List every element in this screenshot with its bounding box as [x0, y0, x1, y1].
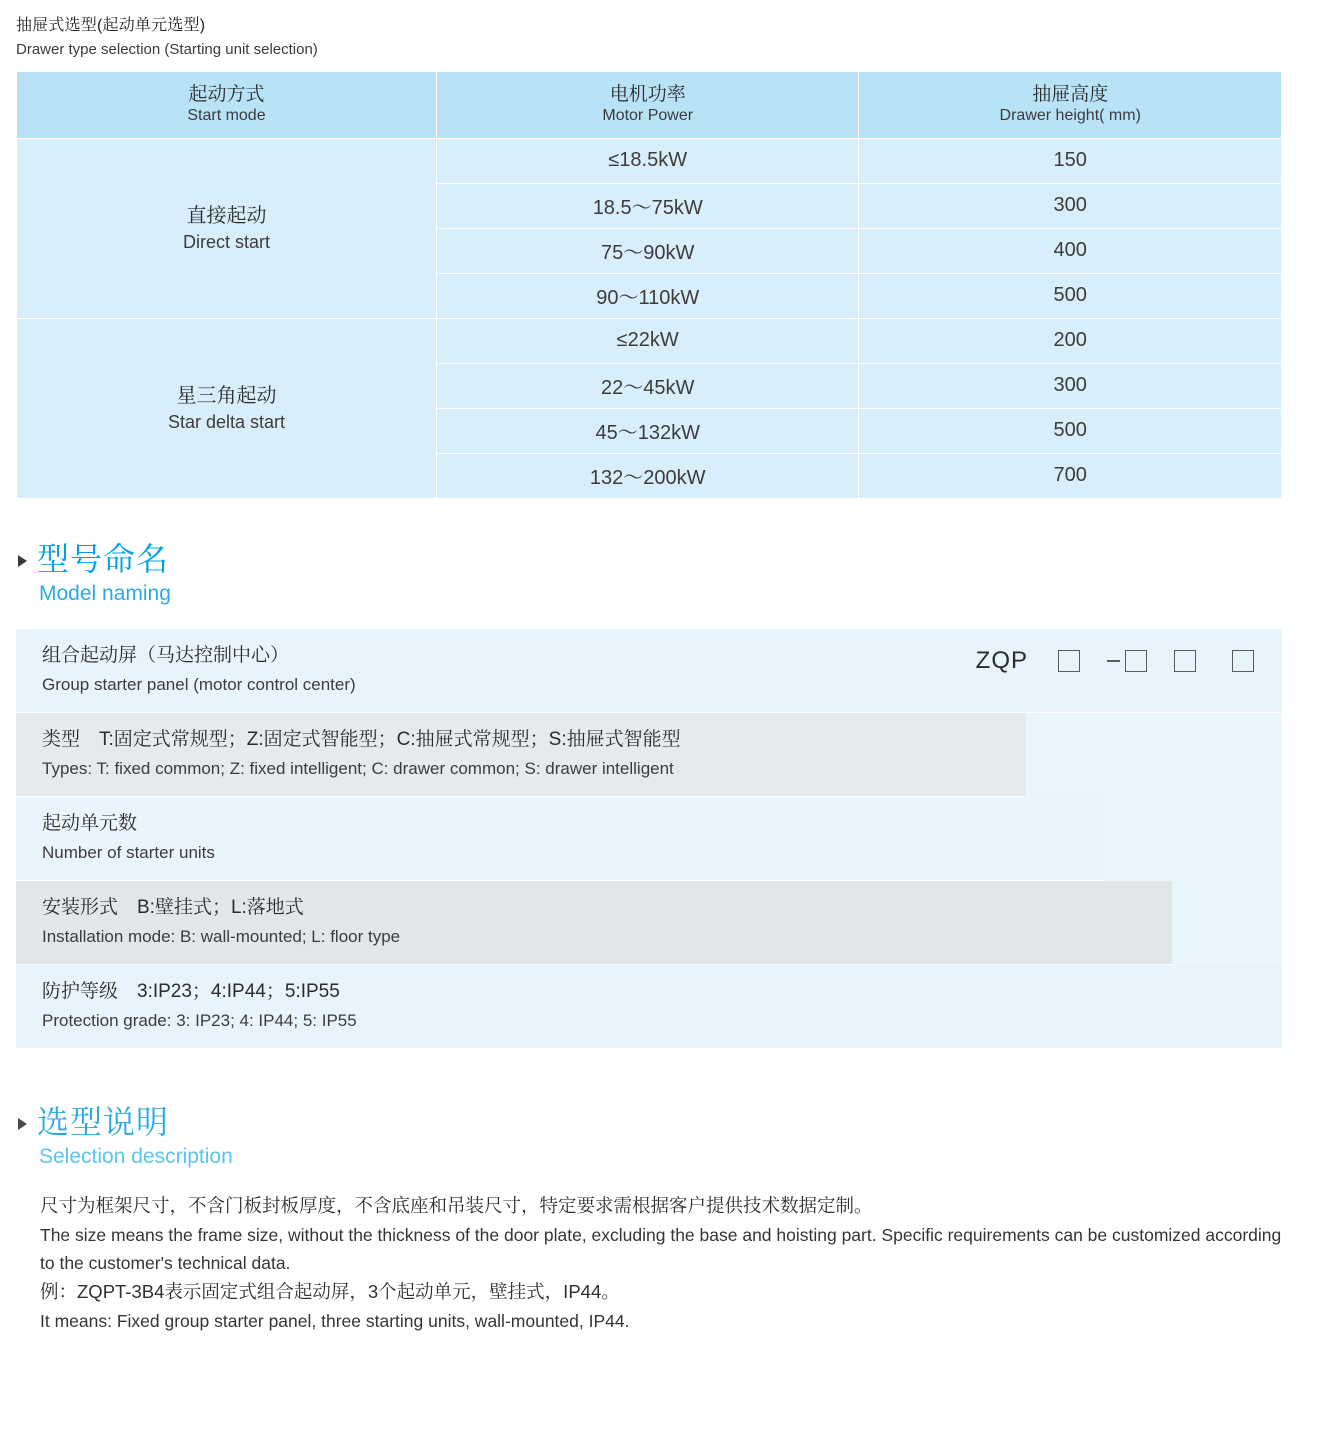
cell-drawer-height: 200 [859, 318, 1282, 363]
naming-row-starter-units [16, 797, 1102, 881]
model-naming-block [16, 628, 1282, 1048]
cell-drawer-height: 300 [859, 363, 1282, 408]
naming-row-en: Types: T: fixed common; Z: fixed intelligent; C: drawer common; S: drawer intelligent [42, 759, 674, 779]
cell-drawer-height: 300 [859, 183, 1282, 228]
table-body [17, 138, 1282, 498]
model-code-prefix: ZQP [975, 646, 1028, 674]
naming-row-installation [16, 881, 1172, 965]
triangle-bullet-icon [18, 555, 27, 567]
table-head [17, 71, 1282, 138]
selection-title-cn: 选型说明 [37, 1103, 170, 1140]
model-code-slot-protection [1214, 649, 1272, 673]
selection-description-heading [18, 1104, 1322, 1169]
mode-en: Star delta start [167, 411, 286, 432]
caption-cn: 抽屉式选型(起动单元选型) [16, 17, 206, 34]
model-code-slot-type [1040, 649, 1098, 673]
selection-line-cn-1: 尺寸为框架尺寸，不含门板封板厚度，不含底座和吊装尺寸，特定要求需根据客户提供技术数据定制。 [40, 1194, 873, 1216]
header-cn: 电机功率 [609, 83, 686, 105]
table-row [17, 138, 1282, 183]
cell-motor-power: 90～110kW [436, 273, 859, 318]
drawer-selection-table [16, 71, 1282, 499]
selection-title-en: Selection description [39, 1144, 233, 1168]
checkbox-square-icon [1125, 650, 1147, 672]
naming-row-types [16, 713, 1026, 797]
checkbox-square-icon [1058, 650, 1080, 672]
model-naming-title-en: Model naming [39, 581, 171, 605]
drawer-selection-caption [0, 0, 1322, 61]
model-code-slot-install [1156, 649, 1214, 673]
table-header-row [17, 71, 1282, 138]
header-cn: 起动方式 [188, 83, 265, 105]
naming-row-cn: 起动单元数 [42, 812, 138, 834]
model-code-slot-units [1098, 649, 1156, 673]
cell-motor-power: 22～45kW [436, 363, 859, 408]
triangle-bullet-icon [18, 1118, 27, 1130]
naming-row-product [16, 629, 1282, 713]
header-cn: 抽屉高度 [1032, 83, 1109, 105]
naming-row-cn: 类型 T:固定式常规型；Z:固定式智能型；C:抽屉式常规型；S:抽屉式智能型 [42, 728, 681, 750]
cell-drawer-height: 500 [859, 273, 1282, 318]
cell-motor-power: 132～200kW [436, 453, 859, 498]
header-en: Drawer height( mm) [999, 107, 1141, 125]
mode-en: Direct start [182, 231, 270, 252]
naming-row-en: Number of starter units [42, 843, 215, 863]
model-naming-title-cn: 型号命名 [37, 540, 170, 577]
cell-motor-power: ≤22kW [436, 318, 859, 363]
mode-cn: 直接起动 [186, 204, 267, 227]
selection-line-cn-2: 例：ZQPT-3B4表示固定式组合起动屏，3个起动单元，壁挂式，IP44。 [40, 1281, 620, 1303]
cell-start-mode-direct [17, 138, 437, 318]
header-en: Start mode [187, 107, 266, 125]
naming-row-cn: 组合起动屏（马达控制中心） [42, 644, 290, 666]
selection-description-body [40, 1191, 1290, 1336]
naming-row-en: Protection grade: 3: IP23; 4: IP44; 5: IP55 [42, 1011, 357, 1031]
table-header-start-mode [17, 71, 437, 138]
selection-line-en-1: The size means the frame size, without the thickness of the door plate, excluding the base and hoisting part. Specific requirements can be customized according to the customer's technical data. [40, 1224, 1282, 1273]
naming-row-en: Group starter panel (motor control center) [42, 675, 356, 695]
checkbox-square-icon [1174, 650, 1196, 672]
cell-drawer-height: 500 [859, 408, 1282, 453]
cell-motor-power: 45～132kW [436, 408, 859, 453]
header-en: Motor Power [602, 107, 694, 125]
naming-row-en: Installation mode: B: wall-mounted; L: floor type [42, 927, 401, 947]
caption-en: Drawer type selection (Starting unit selection) [16, 41, 318, 59]
table-header-drawer-height [859, 71, 1282, 138]
dash-icon [1107, 660, 1120, 662]
cell-drawer-height: 400 [859, 228, 1282, 273]
mode-cn: 星三角起动 [176, 384, 277, 407]
naming-row-cn: 安装形式 B:壁挂式；L:落地式 [42, 896, 304, 918]
checkbox-square-icon [1232, 650, 1254, 672]
cell-start-mode-star-delta [17, 318, 437, 498]
model-naming-heading [18, 541, 1322, 606]
naming-row-cn: 防护等级 3:IP23；4:IP44；5:IP55 [42, 980, 340, 1002]
cell-drawer-height: 150 [859, 138, 1282, 183]
cell-motor-power: ≤18.5kW [436, 138, 859, 183]
naming-row-protection [16, 965, 1282, 1048]
table-header-motor-power [436, 71, 859, 138]
cell-drawer-height: 700 [859, 453, 1282, 498]
cell-motor-power: 18.5～75kW [436, 183, 859, 228]
table-row [17, 318, 1282, 363]
model-code-row [976, 643, 1272, 679]
selection-line-en-2: It means: Fixed group starter panel, three starting units, wall-mounted, IP44. [40, 1311, 630, 1332]
selection-description-titles [37, 1104, 233, 1169]
model-naming-titles [37, 541, 171, 606]
drawer-selection-table-wrap [16, 71, 1282, 499]
cell-motor-power: 75～90kW [436, 228, 859, 273]
